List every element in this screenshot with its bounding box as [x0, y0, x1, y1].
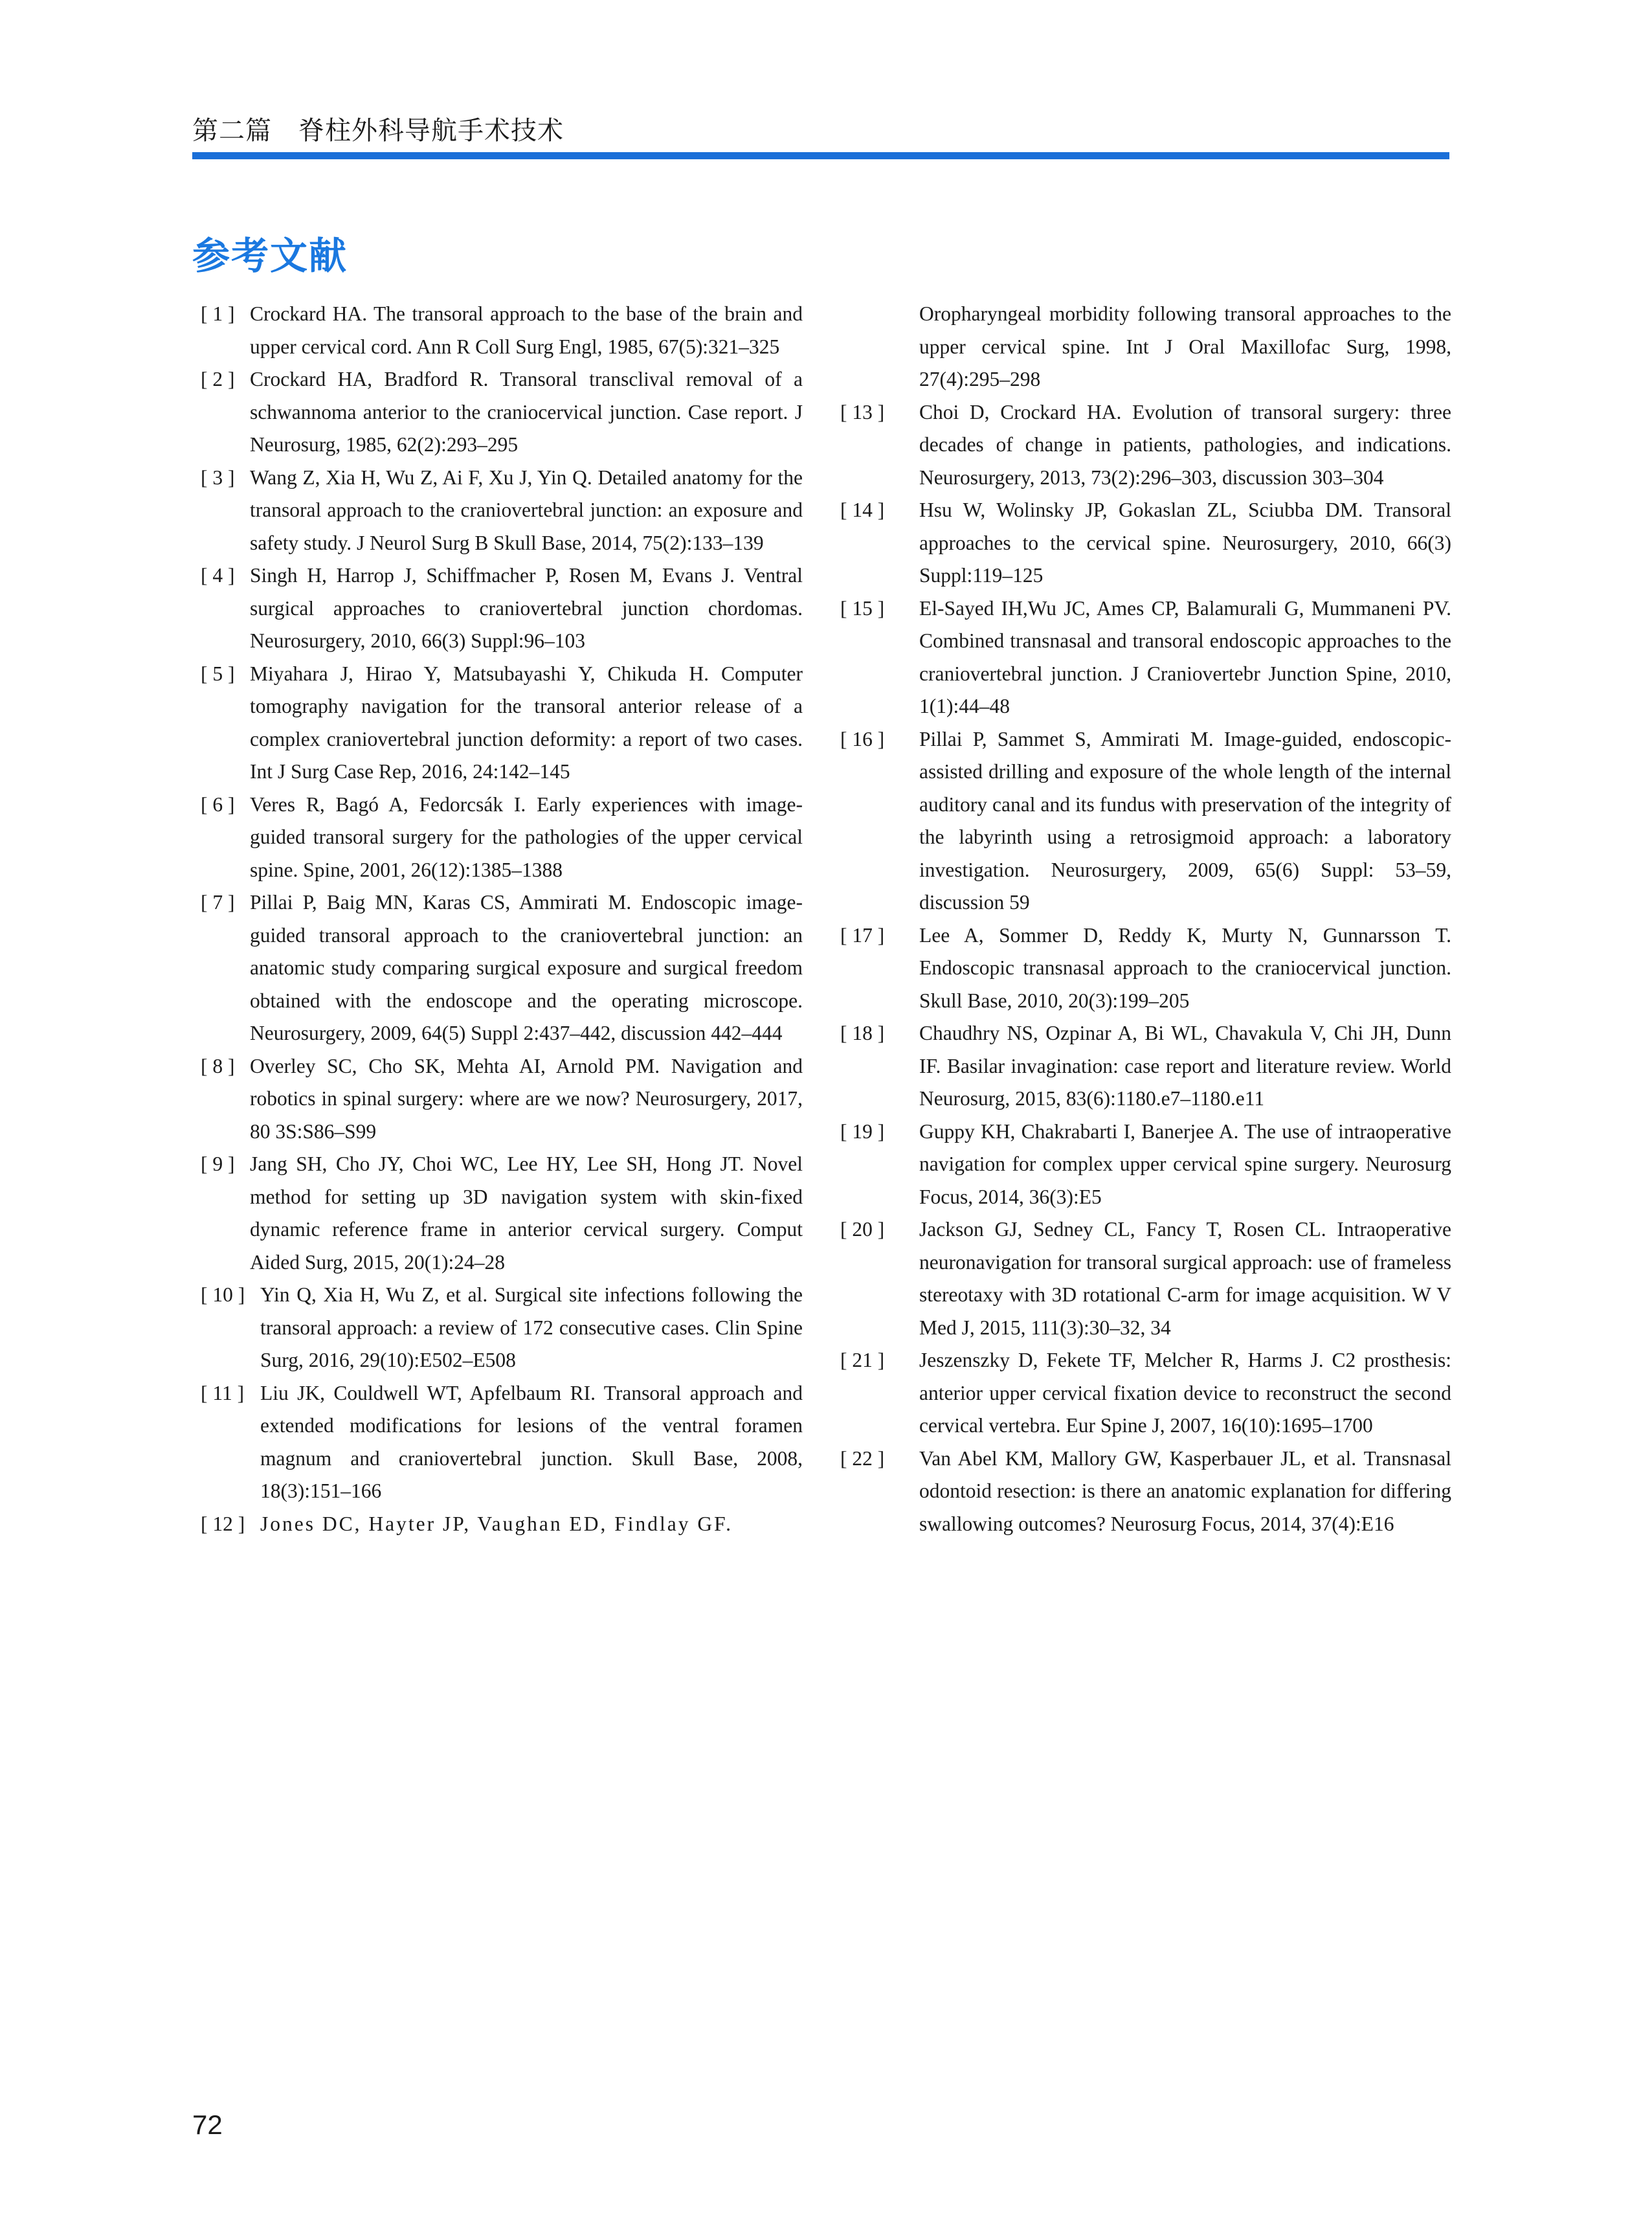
- page-header: [192, 110, 1449, 155]
- reference-text: Oropharyngeal morbidity following transoral approaches to the upper cervical spine. Int J Oral Maxillofac Surg, 1998, 27(4):295–298: [919, 302, 1451, 390]
- reference-text: Overley SC, Cho SK, Mehta AI, Arnold PM. Navigation and robotics in spinal surgery: where are we now? Neurosurgery, 2017, 80 3S:S86–S99: [250, 1054, 803, 1143]
- reference-text: Jang SH, Cho JY, Choi WC, Lee HY, Lee SH, Hong JT. Novel method for setting up 3D navigation system with skin-fixed dynamic reference frame in anterior cervical surgery. Comput Aided Surg, 2015, 20(1):24–28: [250, 1152, 803, 1274]
- references-right-column: [840, 298, 1451, 1540]
- reference-number: [ 12 ]: [201, 1512, 245, 1535]
- reference-item: [840, 1344, 1451, 1443]
- reference-number: [ 1 ]: [201, 302, 235, 325]
- reference-item: [840, 396, 1451, 495]
- reference-item: [201, 298, 803, 363]
- reference-item: [840, 1443, 1451, 1541]
- reference-item: [201, 658, 803, 789]
- reference-item: [840, 1116, 1451, 1214]
- reference-number: [ 15 ]: [840, 596, 885, 620]
- reference-item: [201, 1148, 803, 1279]
- reference-text: Jackson GJ, Sedney CL, Fancy T, Rosen CL. Intraoperative neuronavigation for transoral surgical approach: use of frameless stereotaxy with 3D rotational C-arm for image acquisition. W V Med J, 2015, 111(3):30–32, 34: [919, 1218, 1451, 1339]
- reference-item: [840, 494, 1451, 592]
- reference-text: Choi D, Crockard HA. Evolution of transoral surgery: three decades of change in patients, pathologies, and indications. Neurosurgery, 2013, 73(2):296–303, discussion 303–304: [919, 400, 1451, 489]
- reference-text: Hsu W, Wolinsky JP, Gokaslan ZL, Sciubba DM. Transoral approaches to the cervical spine. Neurosurgery, 2010, 66(3) Suppl:119–125: [919, 499, 1451, 587]
- reference-number: [ 16 ]: [840, 727, 885, 750]
- reference-number: [ 11 ]: [201, 1381, 245, 1404]
- reference-item: [201, 789, 803, 887]
- reference-item: [201, 886, 803, 1050]
- reference-item: [201, 559, 803, 658]
- reference-text: Chaudhry NS, Ozpinar A, Bi WL, Chavakula V, Chi JH, Dunn IF. Basilar invagination: case report and literature review. World Neurosurg, 2015, 83(6):1180.e7–1180.e11: [919, 1022, 1451, 1110]
- reference-number: [ 13 ]: [840, 400, 885, 423]
- header-title: 第二篇 脊柱外科导航手术技术: [192, 116, 564, 146]
- reference-text: Crockard HA, Bradford R. Transoral transclival removal of a schwannoma anterior to the craniocervical junction. Case report. J Neurosurg, 1985, 62(2):293–295: [250, 368, 803, 456]
- reference-item: [201, 1377, 803, 1508]
- reference-item: [840, 1213, 1451, 1344]
- reference-text: Jeszenszky D, Fekete TF, Melcher R, Harms J. C2 prosthesis: anterior upper cervical fixation device to reconstruct the second cervical vertebra. Eur Spine J, 2007, 16(10):1695–1700: [919, 1349, 1451, 1437]
- reference-item: [201, 1508, 803, 1541]
- page-number: 72: [192, 2109, 223, 2140]
- reference-item: [840, 1017, 1451, 1116]
- reference-number: [ 9 ]: [201, 1152, 235, 1175]
- reference-text: Veres R, Bagó A, Fedorcsák I. Early experiences with image-guided transoral surgery for the pathologies of the upper cervical spine. Spine, 2001, 26(12):1385–1388: [250, 793, 803, 881]
- reference-number: [ 17 ]: [840, 923, 885, 947]
- reference-text: Lee A, Sommer D, Reddy K, Murty N, Gunnarsson T. Endoscopic transnasal approach to the craniocervical junction. Skull Base, 2010, 20(3):199–205: [919, 923, 1451, 1012]
- reference-number: [ 18 ]: [840, 1022, 885, 1044]
- reference-number: [ 14 ]: [840, 499, 885, 521]
- reference-item: [201, 363, 803, 462]
- reference-number: [ 2 ]: [201, 368, 235, 390]
- reference-continuation: [849, 298, 1451, 396]
- reference-number: [ 19 ]: [840, 1119, 885, 1143]
- reference-number: [ 22 ]: [840, 1446, 885, 1470]
- reference-number: [ 21 ]: [840, 1349, 885, 1371]
- reference-number: [ 3 ]: [201, 466, 235, 489]
- reference-text: Liu JK, Couldwell WT, Apfelbaum RI. Transoral approach and extended modifications for lesions of the ventral foramen magnum and craniovertebral junction. Skull Base, 2008, 18(3):151–166: [260, 1381, 803, 1502]
- reference-number: [ 8 ]: [201, 1054, 235, 1077]
- reference-number: [ 6 ]: [201, 793, 235, 816]
- reference-text: Yin Q, Xia H, Wu Z, et al. Surgical site infections following the transoral approach: a review of 172 consecutive cases. Clin Spine Surg, 2016, 29(10):E502–E508: [260, 1283, 803, 1371]
- reference-item: [201, 1279, 803, 1377]
- reference-text: Miyahara J, Hirao Y, Matsubayashi Y, Chikuda H. Computer tomography navigation for the transoral anterior release of a complex craniovertebral junction deformity: a report of two cases. Int J Surg Case Rep, 2016, 24:142–145: [250, 662, 803, 783]
- references-left-column: [201, 298, 803, 1540]
- reference-text: Crockard HA. The transoral approach to the base of the brain and upper cervical cord. Ann R Coll Surg Engl, 1985, 67(5):321–325: [250, 302, 803, 358]
- reference-text: El-Sayed IH,Wu JC, Ames CP, Balamurali G, Mummaneni PV. Combined transnasal and transoral endoscopic approaches to the craniovertebral junction. J Craniovertebr Junction Spine, 2010, 1(1):44–48: [919, 596, 1451, 717]
- reference-text: Wang Z, Xia H, Wu Z, Ai F, Xu J, Yin Q. Detailed anatomy for the transoral approach to the craniovertebral junction: an exposure and safety study. J Neurol Surg B Skull Base, 2014, 75(2):133–139: [250, 466, 803, 554]
- reference-number: [ 4 ]: [201, 564, 235, 587]
- reference-number: [ 20 ]: [840, 1218, 885, 1241]
- reference-item: [840, 592, 1451, 723]
- reference-text: Jones DC, Hayter JP, Vaughan ED, Findlay GF.: [260, 1512, 733, 1535]
- reference-item: [840, 919, 1451, 1018]
- reference-item: [201, 462, 803, 560]
- reference-text: Pillai P, Sammet S, Ammirati M. Image-guided, endoscopic-assisted drilling and exposure of the whole length of the internal auditory canal and its fundus with preservation of the integrity of the labyrinth using a retrosigmoid approach: a laboratory investigation. Neurosurgery, 2009, 65(6) Suppl: 53–59, discussion 59: [919, 727, 1451, 914]
- reference-item: [201, 1050, 803, 1149]
- reference-number: [ 7 ]: [201, 891, 235, 914]
- reference-text: Van Abel KM, Mallory GW, Kasperbauer JL, et al. Transnasal odontoid resection: is there an anatomic explanation for differing swallowing outcomes? Neurosurg Focus, 2014, 37(4):E16: [919, 1446, 1451, 1535]
- header-rule: [192, 152, 1449, 159]
- reference-number: [ 10 ]: [201, 1283, 245, 1306]
- reference-item: [840, 723, 1451, 919]
- section-title: 参考文献: [192, 234, 348, 278]
- reference-text: Singh H, Harrop J, Schiffmacher P, Rosen M, Evans J. Ventral surgical approaches to craniovertebral junction chordomas. Neurosurgery, 2010, 66(3) Suppl:96–103: [250, 564, 803, 652]
- reference-text: Pillai P, Baig MN, Karas CS, Ammirati M. Endoscopic image-guided transoral approach to the craniovertebral junction: an anatomic study comparing surgical exposure and surgical freedom obtained with the endoscope and the operating microscope. Neurosurgery, 2009, 64(5) Suppl 2:437–442, discussion 442–444: [250, 891, 803, 1044]
- reference-text: Guppy KH, Chakrabarti I, Banerjee A. The use of intraoperative navigation for complex upper cervical spine surgery. Neurosurg Focus, 2014, 36(3):E5: [919, 1119, 1451, 1208]
- reference-number: [ 5 ]: [201, 662, 235, 685]
